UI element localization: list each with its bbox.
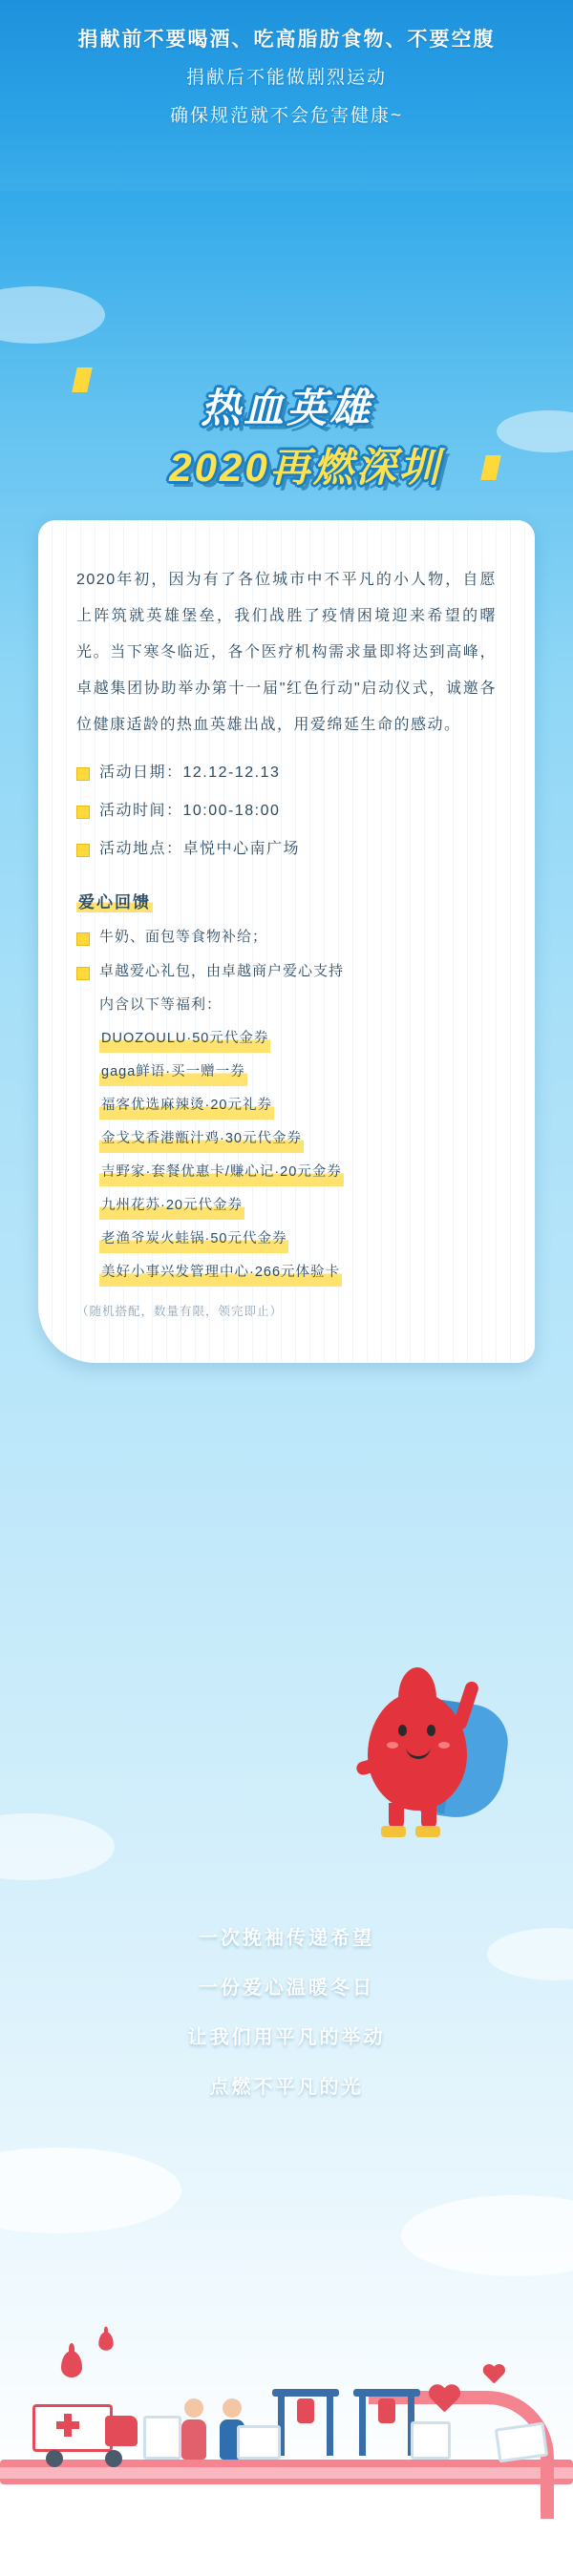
blood-donation-truck-icon: [32, 2404, 139, 2460]
slogan-line-1: 一次挽袖传递希望: [199, 1928, 374, 1949]
content-card: [38, 520, 535, 1363]
truck-cab-shape: [105, 2416, 138, 2446]
boot-left-shape: [381, 1826, 406, 1837]
perk-item: 美好小事兴发管理中心·266元体验卡: [99, 1258, 342, 1287]
slogan-line-4: 点燃不平凡的光: [209, 2077, 364, 2098]
reward-bullet-2-text: 卓越爱心礼包，由卓越商户爱心支持: [99, 963, 345, 979]
reward-bullet-1: [76, 922, 497, 953]
headline-line-1: 热血英雄: [200, 386, 372, 430]
info-row-location: [76, 833, 497, 866]
person-head-shape: [223, 2398, 242, 2418]
slogan-line-2: 一份爱心温暖冬日: [199, 1978, 374, 1999]
info-row-time: [76, 795, 497, 827]
headline-line-2: 2020再燃深圳: [169, 445, 442, 490]
supply-box-shape: [237, 2425, 281, 2460]
perk-item: 金戈戈香港甑汁鸡·30元代金券: [99, 1124, 304, 1153]
info-time-text: 活动时间：10:00-18:00: [99, 803, 281, 819]
section-title-rewards: 爱心回馈: [76, 889, 153, 912]
eye-right-shape: [427, 1725, 435, 1736]
info-location-text: 活动地点：卓悦中心南广场: [99, 841, 301, 857]
blood-bag-shape: [297, 2398, 314, 2423]
supply-box-shape: [143, 2416, 181, 2460]
square-bullet-icon: [76, 932, 90, 946]
donation-stand-icon: [272, 2389, 339, 2460]
blood-drop-icon: [98, 2332, 113, 2351]
supply-box-shape: [495, 2422, 549, 2463]
cloud-decoration: [0, 286, 105, 344]
blood-drop-icon: [61, 2351, 82, 2377]
person-head-shape: [184, 2398, 203, 2418]
closing-slogan-group: [0, 1914, 573, 2112]
truck-wheel-shape: [105, 2450, 122, 2467]
headline-group: [0, 377, 573, 493]
cross-horizontal-shape: [56, 2421, 79, 2429]
perk-list: [99, 991, 497, 1287]
perk-item: 九州花苏·20元代金券: [99, 1191, 244, 1220]
perk-item: 吉野家·套餐优惠卡/赚心记·20元金券: [99, 1158, 344, 1186]
perk-item: DUOZOULU·50元代金券: [99, 1024, 270, 1053]
reward-bullet-1-text: 牛奶、面包等食物补给；: [99, 929, 268, 945]
blood-drop-mascot-icon: [339, 1675, 520, 1875]
person-body-shape: [181, 2419, 206, 2460]
stand-top-bar-shape: [272, 2389, 339, 2397]
banner-line-1: 捐献前不要喝酒、吃高脂肪食物、不要空腹: [77, 29, 496, 51]
cloud-decoration: [0, 1813, 115, 1880]
boot-right-shape: [415, 1826, 440, 1837]
square-bullet-icon: [76, 806, 90, 819]
perk-item: 老渔爷炭火蛙锅·50元代金券: [99, 1225, 288, 1253]
perk-item: gaga鲜语·买一赠一券: [99, 1058, 247, 1086]
stand-top-bar-shape: [353, 2389, 420, 2397]
square-bullet-icon: [76, 844, 90, 857]
supply-box-shape: [411, 2421, 451, 2460]
info-row-date: [76, 757, 497, 789]
perk-item: 福客优选麻辣烫·20元礼券: [99, 1091, 274, 1120]
square-bullet-icon: [76, 767, 90, 781]
cheek-left-shape: [387, 1742, 398, 1749]
reward-bullet-2: [76, 956, 497, 987]
blood-bag-shape: [378, 2398, 395, 2423]
heart-icon: [428, 2385, 460, 2414]
cloud-decoration: [0, 2147, 181, 2233]
person-figure-icon: [181, 2398, 206, 2460]
stand-leg-shape: [327, 2397, 333, 2456]
perks-note: （随机搭配，数量有限，领完即止）: [76, 1305, 284, 1318]
top-banner-text-group: [0, 0, 573, 136]
heart-icon: [482, 2365, 505, 2385]
banner-line-3: 确保规范就不会危害健康~: [169, 106, 404, 126]
info-date-text: 活动日期：12.12-12.13: [99, 764, 281, 781]
perks-intro-text: 内含以下等福利：: [99, 996, 223, 1013]
stand-leg-shape: [359, 2397, 366, 2456]
cheek-right-shape: [438, 1742, 450, 1749]
intro-paragraph: 2020年初，因为有了各位城市中不平凡的小人物，自愿上阵筑就英雄堡垒，我们战胜了疫情困境迎来希望的曙光。当下寒冬临近，各个医疗机构需求量即将达到高峰，卓越集团协助举办第十一届"红色行动"启动仪式，诚邀各位健康适龄的热血英雄出战，用爱绵延生命的感动。: [76, 572, 497, 733]
banner-line-2: 捐献后不能做剧烈运动: [185, 68, 387, 88]
slogan-line-3: 让我们用平凡的举动: [187, 2027, 386, 2048]
eye-left-shape: [398, 1725, 407, 1736]
bottom-illustration: [0, 2261, 573, 2576]
truck-wheel-shape: [46, 2450, 63, 2467]
top-banner: [0, 0, 573, 191]
square-bullet-icon: [76, 967, 90, 980]
